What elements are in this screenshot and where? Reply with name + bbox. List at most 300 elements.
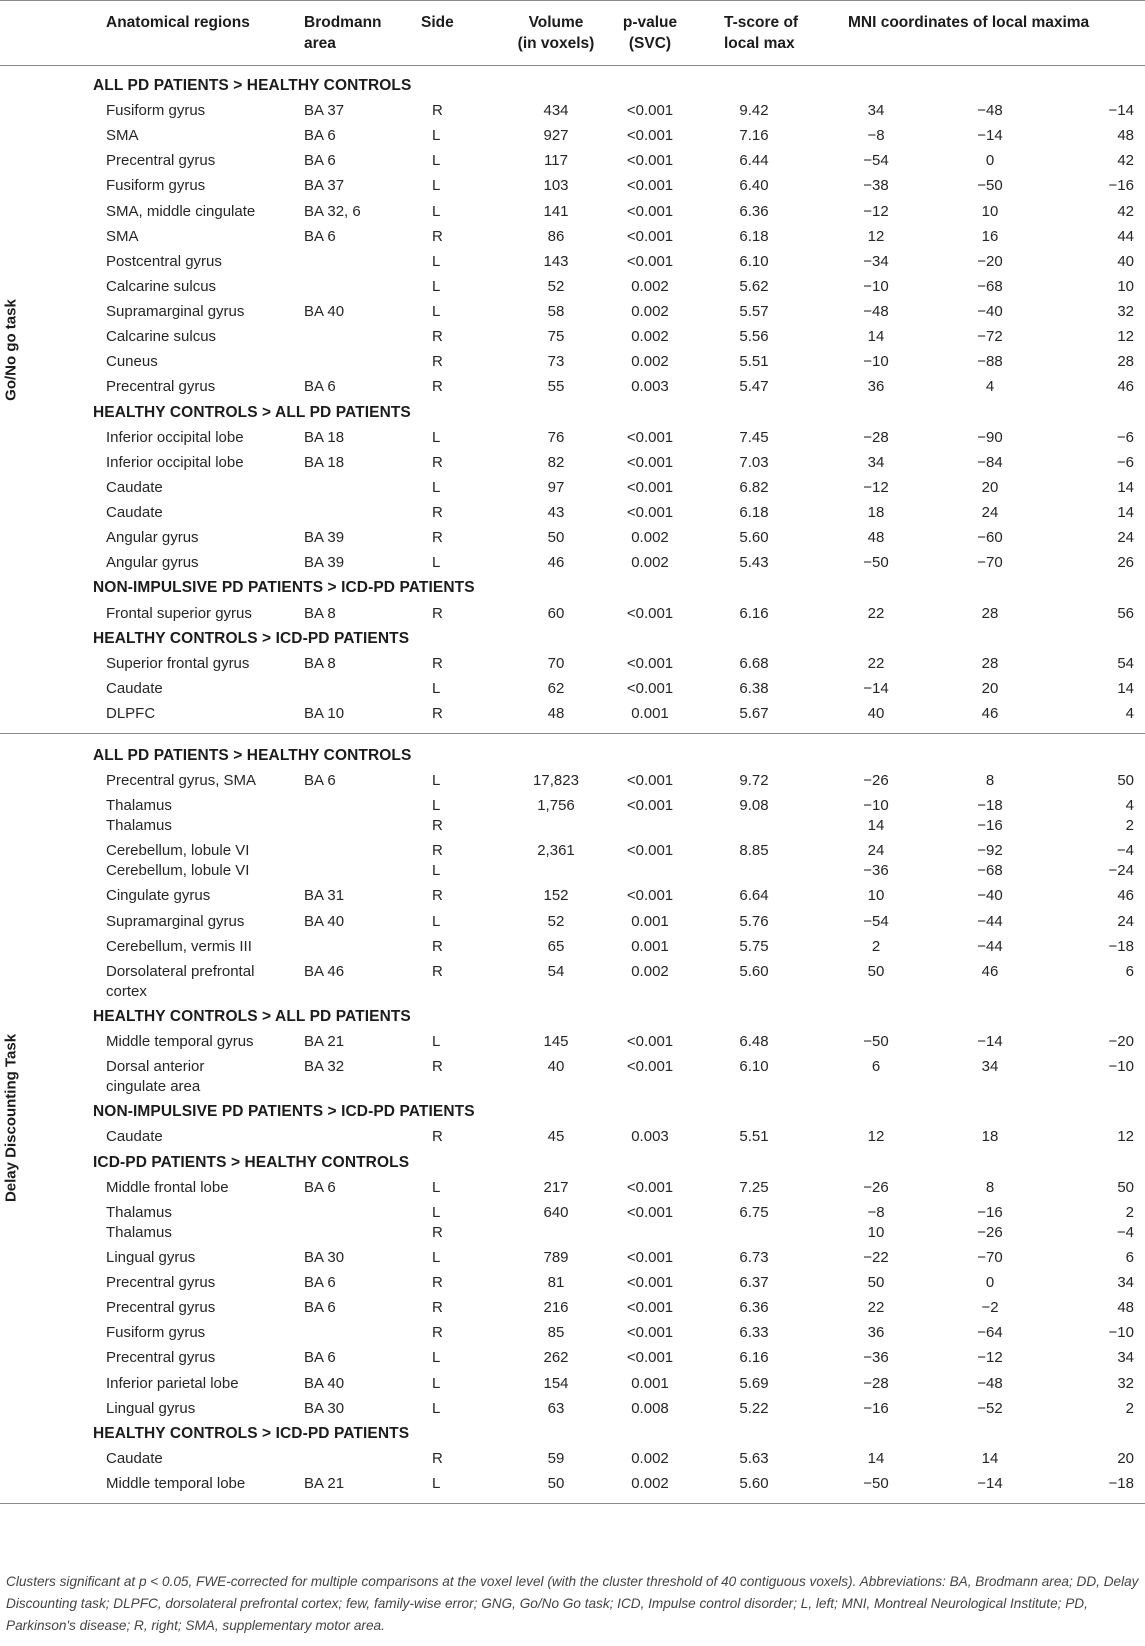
cell-side: R [432, 378, 443, 396]
cell-t: 5.43 [739, 554, 769, 572]
cell-region-continued: cingulate area [106, 1078, 201, 1096]
cell-y: 18 [981, 1128, 999, 1146]
cell-ba: BA 37 [304, 102, 345, 120]
group-header-label: NON-IMPULSIVE PD PATIENTS > ICD-PD PATIENTS [93, 579, 475, 597]
cell-region: Cerebellum, lobule VI [106, 862, 250, 880]
cell-region: Angular gyrus [106, 554, 199, 572]
cell-p: 0.003 [631, 1128, 669, 1146]
cell-y: −14 [977, 1475, 1003, 1492]
cell-side: L [432, 303, 441, 321]
cell-z: −10 [1108, 1058, 1134, 1076]
cell-vol: 2,361 [537, 842, 575, 860]
group-header-row [0, 1006, 1145, 1027]
cell-t: 9.08 [739, 797, 769, 815]
cell-p: <0.001 [626, 177, 674, 195]
cell-x: −54 [863, 912, 889, 930]
cell-side: L [432, 797, 441, 815]
cell-side: L [432, 912, 441, 930]
cell-region: Dorsal anterior [106, 1058, 205, 1076]
cell-y: 20 [981, 478, 999, 496]
cell-p: <0.001 [626, 679, 674, 697]
cell-t: 6.44 [739, 152, 769, 170]
cell-p: <0.001 [626, 654, 674, 672]
group-header-label: HEALTHY CONTROLS > ALL PD PATIENTS [93, 403, 411, 421]
cell-p: <0.001 [626, 1274, 674, 1292]
cell-t: 6.36 [739, 202, 769, 220]
cell-y: −14 [977, 127, 1003, 145]
header-p-value-line1: p-value [622, 14, 678, 31]
group-header-row [0, 1423, 1145, 1444]
cell-x: −28 [863, 428, 889, 446]
cell-t: 6.16 [739, 604, 769, 622]
cell-vol: 141 [543, 202, 569, 220]
cell-ba: BA 30 [304, 1248, 345, 1266]
cell-y: 24 [981, 504, 999, 522]
cell-region: Postcentral gyrus [106, 252, 222, 270]
cell-z: 34 [1117, 1349, 1134, 1367]
cell-y: −68 [977, 277, 1003, 295]
cell-side: R [432, 937, 443, 955]
cell-x: 34 [867, 453, 885, 471]
cell-region: Precentral gyrus [106, 152, 216, 170]
cell-region: Middle temporal lobe [106, 1475, 246, 1492]
table-row [0, 885, 1145, 906]
cell-z: −4 [1116, 1223, 1134, 1241]
cell-x: 12 [867, 1128, 885, 1146]
cell-z: 2 [1125, 817, 1134, 835]
cell-p: <0.001 [626, 202, 674, 220]
cell-p: 0.003 [631, 378, 669, 396]
cell-vol: 52 [547, 912, 565, 930]
cell-p: 0.001 [631, 705, 669, 722]
cell-ba: BA 6 [304, 1349, 336, 1367]
cell-vol: 55 [547, 378, 565, 396]
cell-x: −26 [863, 772, 889, 790]
table-row [0, 603, 1145, 624]
cell-ba: BA 21 [304, 1475, 345, 1492]
cell-ba: BA 6 [304, 1274, 336, 1292]
cell-t: 6.48 [739, 1033, 769, 1051]
cell-ba: BA 18 [304, 453, 345, 471]
cell-ba: BA 6 [304, 152, 336, 170]
cell-x: 40 [867, 705, 885, 722]
cell-t: 7.16 [739, 127, 769, 145]
cell-side: R [432, 654, 443, 672]
cell-vol: 40 [547, 1058, 565, 1076]
cell-y: 4 [985, 378, 995, 396]
cell-ba: BA 37 [304, 177, 345, 195]
cell-region: SMA [106, 127, 139, 145]
cell-t: 8.85 [739, 842, 769, 860]
cell-region: Middle frontal lobe [106, 1178, 229, 1196]
cell-side: R [432, 1449, 443, 1467]
cell-x: −50 [863, 554, 889, 572]
header-brodmann-area [304, 12, 382, 54]
cell-vol: 85 [547, 1324, 565, 1342]
cell-ba: BA 6 [304, 227, 336, 245]
cell-y: −50 [977, 177, 1003, 195]
header-brodmann-line1: Brodmann [304, 14, 382, 31]
table-row [0, 936, 1145, 957]
table-row [0, 703, 1145, 724]
cell-p: 0.002 [631, 303, 669, 321]
cell-t: 5.51 [739, 353, 769, 371]
cell-t: 5.60 [739, 1475, 769, 1492]
table-row [0, 1056, 1145, 1096]
cell-t: 5.75 [739, 937, 769, 955]
cell-z: 46 [1117, 887, 1134, 905]
cell-p: <0.001 [626, 1058, 674, 1076]
cell-y: 20 [981, 679, 999, 697]
cell-ba: BA 32 [304, 1058, 345, 1076]
header-volume-line1: Volume [528, 14, 584, 31]
table-row [0, 860, 1145, 881]
cell-ba: BA 6 [304, 127, 336, 145]
cell-x: 2 [871, 937, 881, 955]
group-header-label: HEALTHY CONTROLS > ICD-PD PATIENTS [93, 1424, 410, 1442]
cell-y: −48 [977, 102, 1003, 120]
cell-side: L [432, 252, 441, 270]
cell-y: −60 [977, 529, 1003, 547]
cell-y: −20 [977, 252, 1003, 270]
cell-region: Precentral gyrus [106, 378, 216, 396]
cell-region: Thalamus [106, 1203, 172, 1221]
cell-region: Inferior parietal lobe [106, 1374, 239, 1392]
group-header-row [0, 577, 1145, 598]
cell-vol: 50 [547, 1475, 565, 1492]
cell-side: L [432, 478, 441, 496]
cell-region: Calcarine sulcus [106, 328, 217, 346]
cell-x: 50 [867, 962, 885, 980]
table-row [0, 226, 1145, 247]
cell-vol: 48 [547, 705, 565, 722]
cell-x: 22 [867, 654, 885, 672]
cell-p: <0.001 [626, 1299, 674, 1317]
cell-t: 6.37 [739, 1274, 769, 1292]
cell-x: 50 [867, 1274, 885, 1292]
table-row [0, 1398, 1145, 1419]
cell-vol: 75 [547, 328, 565, 346]
table-row [0, 502, 1145, 523]
cell-p: 0.002 [631, 554, 669, 572]
cell-p: <0.001 [626, 504, 674, 522]
table-row [0, 1347, 1145, 1368]
cell-vol: 117 [544, 152, 568, 170]
cell-x: 14 [867, 817, 885, 835]
cell-vol: 43 [547, 504, 565, 522]
cell-side: R [432, 353, 443, 371]
cell-p: 0.001 [631, 937, 669, 955]
cell-vol: 640 [543, 1203, 569, 1221]
cell-side: R [432, 1274, 443, 1292]
cell-z: 54 [1117, 654, 1134, 672]
group-header-label: ICD-PD PATIENTS > HEALTHY CONTROLS [93, 1153, 410, 1171]
cell-region: Precentral gyrus, SMA [106, 772, 257, 790]
cell-z: 42 [1117, 202, 1134, 220]
table-row [0, 678, 1145, 699]
cell-t: 5.69 [739, 1374, 769, 1392]
cell-x: −34 [863, 252, 889, 270]
table-footnote: Clusters significant at p < 0.05, FWE-corrected for multiple comparisons at the voxel level (with the cluster threshold of 40 contiguous voxels). Abbreviations: BA, Brodmann area; DD, Delay Discounting task; DLPFC, dorsolateral prefrontal cortex; few, family-wise error; GNG, Go/No Go task; ICD, Impulse control disorder; L, left; MNI, Montreal Neurological Institute; PD, Parkinson's disease; R, right; SMA, supplementary motor area. [6, 1574, 1139, 1633]
cell-p: 0.002 [631, 328, 669, 346]
cell-y: −26 [977, 1223, 1003, 1241]
cell-y: −64 [977, 1324, 1003, 1342]
cell-p: <0.001 [626, 887, 674, 905]
cell-vol: 103 [543, 177, 569, 195]
cell-y: −90 [977, 428, 1003, 446]
cell-region: DLPFC [106, 705, 156, 722]
cell-p: <0.001 [626, 772, 674, 790]
cell-p: 0.008 [631, 1399, 669, 1417]
cell-x: 48 [867, 529, 885, 547]
table-row [0, 1177, 1145, 1198]
cell-x: −10 [863, 277, 889, 295]
cell-y: −16 [977, 817, 1003, 835]
cell-t: 5.67 [739, 705, 769, 722]
cell-x: −36 [863, 862, 889, 880]
cell-z: 6 [1125, 1248, 1134, 1266]
cell-y: −2 [981, 1299, 999, 1317]
cell-z: 48 [1117, 1299, 1134, 1317]
table-row [0, 527, 1145, 548]
cell-p: <0.001 [626, 604, 674, 622]
cell-vol: 54 [547, 962, 565, 980]
cell-x: −10 [863, 353, 889, 371]
cell-region: Lingual gyrus [106, 1399, 196, 1417]
cell-p: <0.001 [626, 1203, 674, 1221]
cell-region: Calcarine sulcus [106, 277, 217, 295]
table-row [0, 1373, 1145, 1394]
table-row [0, 1031, 1145, 1052]
cell-region: Frontal superior gyrus [106, 604, 252, 622]
cell-z: −24 [1108, 862, 1134, 880]
cell-ba: BA 46 [304, 962, 345, 980]
table-row [0, 911, 1145, 932]
cell-z: 50 [1117, 772, 1134, 790]
cell-side: L [432, 1349, 441, 1367]
cell-z: 14 [1117, 679, 1134, 697]
table-row [0, 452, 1145, 473]
cell-region: Thalamus [106, 797, 172, 815]
cell-z: 4 [1125, 705, 1134, 722]
cell-x: −22 [863, 1248, 889, 1266]
cell-y: −68 [977, 862, 1003, 880]
cell-region: SMA [106, 227, 139, 245]
cell-region: Caudate [106, 504, 163, 522]
header-t-score [724, 12, 798, 54]
table-top-rule [0, 0, 1145, 1]
cell-side: R [432, 1128, 443, 1146]
cell-t: 7.25 [739, 1178, 769, 1196]
cell-region: Fusiform gyrus [106, 102, 206, 120]
header-volume-line2: (in voxels) [517, 35, 595, 52]
cell-region: Supramarginal gyrus [106, 303, 245, 321]
cell-y: −18 [977, 797, 1003, 815]
cell-side: R [432, 529, 443, 547]
table-row [0, 1297, 1145, 1318]
cell-y: −40 [977, 887, 1003, 905]
cell-ba: BA 6 [304, 1299, 336, 1317]
cell-z: −18 [1108, 937, 1134, 955]
cell-z: 26 [1117, 554, 1134, 572]
header-side: Side [421, 14, 454, 31]
cell-vol: 52 [547, 277, 565, 295]
cell-vol: 145 [543, 1033, 569, 1051]
cell-p: 0.001 [631, 912, 669, 930]
group-header-row [0, 1152, 1145, 1173]
table-row [0, 301, 1145, 322]
cell-x: 34 [867, 102, 885, 120]
cell-x: 22 [867, 604, 885, 622]
cell-x: −38 [863, 177, 889, 195]
cell-vol: 143 [543, 252, 569, 270]
cell-x: 6 [871, 1058, 881, 1076]
cell-t: 5.47 [739, 378, 769, 396]
cell-z: 2 [1125, 1203, 1134, 1221]
cell-x: −50 [863, 1475, 889, 1492]
cell-p: 0.002 [631, 962, 669, 980]
cell-side: R [432, 1324, 443, 1342]
table-row [0, 175, 1145, 196]
cell-y: −48 [977, 1374, 1003, 1392]
cell-x: −8 [867, 127, 885, 145]
cell-region: Middle temporal gyrus [106, 1033, 254, 1051]
cell-region: Thalamus [106, 1223, 172, 1241]
cell-region: Caudate [106, 1128, 163, 1146]
cell-y: −72 [977, 328, 1003, 346]
cell-p: <0.001 [626, 453, 674, 471]
cell-region: Fusiform gyrus [106, 177, 206, 195]
cell-vol: 70 [547, 654, 565, 672]
cell-ba: BA 40 [304, 912, 345, 930]
cell-vol: 76 [547, 428, 565, 446]
cell-region: SMA, middle cingulate [106, 202, 256, 220]
cell-vol: 17,823 [533, 772, 579, 790]
header-t-score-line1: T-score of [724, 14, 799, 31]
cell-y: 46 [981, 962, 999, 980]
cell-ba: BA 40 [304, 1374, 345, 1392]
cell-y: 10 [981, 202, 999, 220]
cell-ba: BA 18 [304, 428, 345, 446]
cell-z: 48 [1117, 127, 1134, 145]
cell-p: 0.002 [631, 277, 669, 295]
cell-region: Cerebellum, vermis III [106, 937, 252, 955]
table-row [0, 477, 1145, 498]
section-label-go-no-go: Go/No go task [2, 299, 20, 401]
table-row [0, 552, 1145, 573]
table-row [0, 770, 1145, 791]
cell-side: L [432, 772, 441, 790]
group-header-row [0, 1101, 1145, 1122]
cell-p: 0.002 [631, 1475, 669, 1492]
cell-side: L [432, 554, 441, 572]
cell-t: 6.75 [739, 1203, 769, 1221]
cell-y: 16 [981, 227, 999, 245]
cell-x: −8 [867, 1203, 885, 1221]
cell-ba: BA 39 [304, 554, 345, 572]
cell-vol: 63 [547, 1399, 565, 1417]
cell-y: −44 [977, 937, 1003, 955]
cell-y: −52 [977, 1399, 1003, 1417]
cell-vol: 262 [543, 1349, 569, 1367]
cell-x: −14 [863, 679, 889, 697]
cell-x: 12 [867, 227, 885, 245]
cell-x: −36 [863, 1349, 889, 1367]
cell-x: −50 [863, 1033, 889, 1051]
cell-y: 28 [981, 604, 999, 622]
table-row [0, 1322, 1145, 1343]
cell-ba: BA 32, 6 [304, 202, 361, 220]
cell-ba: BA 40 [304, 303, 345, 321]
cell-vol: 789 [543, 1248, 569, 1266]
cell-region: Angular gyrus [106, 529, 199, 547]
cell-p: <0.001 [626, 1248, 674, 1266]
cell-side: R [432, 817, 443, 835]
group-header-label: HEALTHY CONTROLS > ALL PD PATIENTS [93, 1007, 411, 1025]
cell-y: 46 [981, 705, 999, 722]
cell-y: 28 [981, 654, 999, 672]
cell-t: 5.22 [739, 1399, 769, 1417]
cell-t: 5.76 [739, 912, 769, 930]
cell-x: −10 [863, 797, 889, 815]
header-volume [508, 12, 604, 54]
cell-side: R [432, 604, 443, 622]
cell-region: Dorsolateral prefrontal [106, 962, 255, 980]
cell-z: −6 [1116, 428, 1134, 446]
cell-side: L [432, 127, 441, 145]
cell-x: 24 [867, 842, 885, 860]
cell-p: <0.001 [626, 797, 674, 815]
group-header-row [0, 628, 1145, 649]
cell-side: L [432, 152, 441, 170]
cell-t: 6.38 [739, 679, 769, 697]
cell-side: R [432, 1223, 443, 1241]
cell-p: 0.001 [631, 1374, 669, 1392]
cell-y: −40 [977, 303, 1003, 321]
cell-region: Cerebellum, lobule VI [106, 842, 250, 860]
cell-t: 7.03 [739, 453, 769, 471]
group-header-row [0, 75, 1145, 96]
cell-p: <0.001 [626, 428, 674, 446]
cell-y: −88 [977, 353, 1003, 371]
cell-y: 0 [985, 152, 995, 170]
cell-side: L [432, 428, 441, 446]
cell-p: <0.001 [626, 1178, 674, 1196]
table-row [0, 1126, 1145, 1147]
header-p-value-line2: (SVC) [628, 35, 672, 52]
cell-vol: 58 [547, 303, 565, 321]
cell-t: 9.72 [739, 772, 769, 790]
cell-t: 6.16 [739, 1349, 769, 1367]
cell-t: 6.33 [739, 1324, 769, 1342]
cell-region: Inferior occipital lobe [106, 453, 244, 471]
header-bottom-rule [0, 65, 1145, 66]
cell-t: 6.10 [739, 1058, 769, 1076]
cell-x: 36 [867, 378, 885, 396]
cell-y: 14 [981, 1449, 999, 1467]
cell-t: 6.36 [739, 1299, 769, 1317]
cell-region: Supramarginal gyrus [106, 912, 245, 930]
table-row [0, 201, 1145, 222]
cell-t: 5.56 [739, 328, 769, 346]
cell-vol: 60 [547, 604, 565, 622]
table-row [0, 1222, 1145, 1243]
cell-side: L [432, 1399, 441, 1417]
table-row [0, 1272, 1145, 1293]
header-anatomical-regions: Anatomical regions [106, 14, 250, 31]
table-row [0, 326, 1145, 347]
cell-z: 56 [1117, 604, 1134, 622]
